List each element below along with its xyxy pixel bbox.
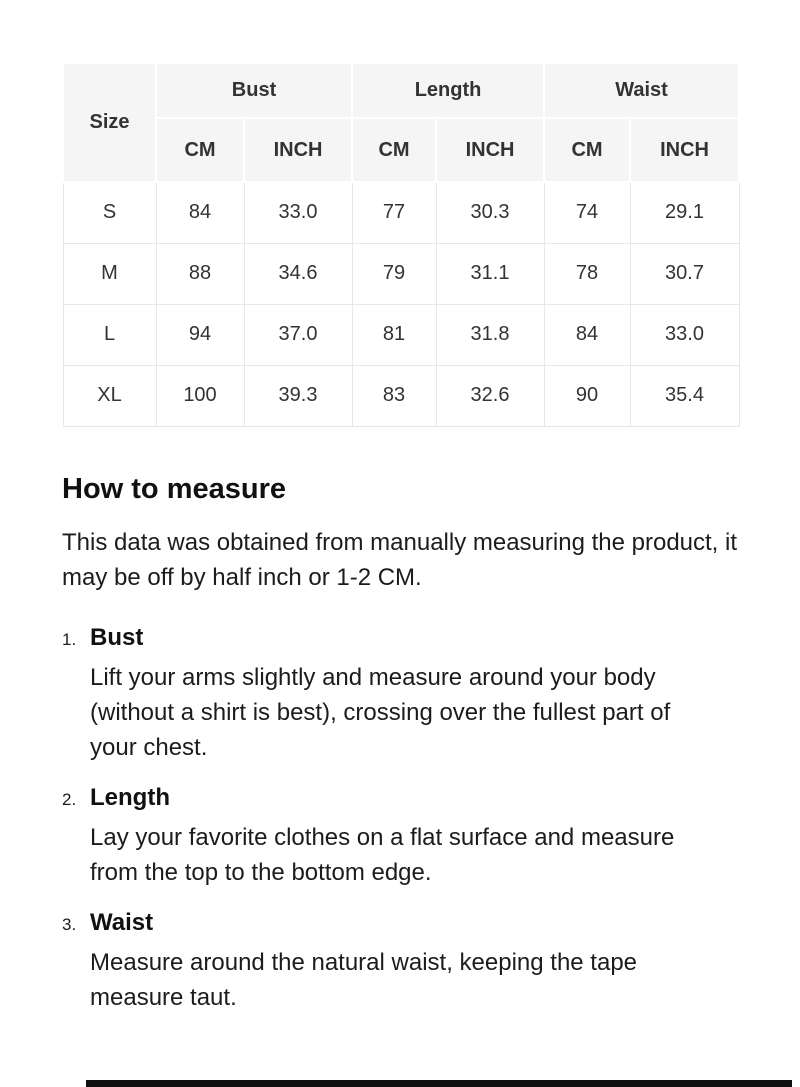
value-cell: 84 [544,304,630,365]
list-item [62,623,738,765]
list-item [62,783,738,890]
value-cell: 33.0 [244,182,352,243]
table-row [63,182,739,243]
size-cell: S [63,182,156,243]
value-cell: 37.0 [244,304,352,365]
value-cell: 81 [352,304,436,365]
size-cell: M [63,243,156,304]
unit-header-bust-cm: CM [156,118,244,182]
list-item-title: Length [90,783,170,811]
value-cell: 32.6 [436,365,544,426]
value-cell: 100 [156,365,244,426]
table-row [63,243,739,304]
measure-instructions-list [62,623,738,1015]
column-group-bust: Bust [156,63,352,118]
value-cell: 84 [156,182,244,243]
value-cell: 33.0 [630,304,739,365]
size-cell: XL [63,365,156,426]
table-row [63,365,739,426]
list-item-number: 3. [62,914,77,934]
value-cell: 90 [544,365,630,426]
how-to-measure-title: How to measure [62,472,286,505]
value-cell: 79 [352,243,436,304]
unit-header-waist-cm: CM [544,118,630,182]
unit-header-length-inch: INCH [436,118,544,182]
list-item-description: Lay your favorite clothes on a flat surface and measure from the top to the bottom edge. [90,823,675,886]
value-cell: 39.3 [244,365,352,426]
value-cell: 34.6 [244,243,352,304]
value-cell: 74 [544,182,630,243]
value-cell: 31.8 [436,304,544,365]
list-item-title: Bust [90,623,144,651]
value-cell: 31.1 [436,243,544,304]
list-item-description: Measure around the natural waist, keeping the tape measure taut. [90,948,638,1011]
bottom-partial-image-bar [86,1080,792,1087]
column-group-waist: Waist [544,63,739,118]
list-item-number: 1. [62,629,77,649]
how-to-measure-intro: This data was obtained from manually measuring the product, it may be off by half inch or 1-2 CM. [62,528,738,591]
value-cell: 30.3 [436,182,544,243]
list-item [62,908,738,1015]
list-item-description: Lift your arms slightly and measure around your body (without a shirt is best), crossing over the fullest part of your chest. [90,663,671,761]
value-cell: 88 [156,243,244,304]
value-cell: 77 [352,182,436,243]
unit-header-waist-inch: INCH [630,118,739,182]
value-cell: 30.7 [630,243,739,304]
value-cell: 83 [352,365,436,426]
list-item-number: 2. [62,789,77,809]
column-header-size: Size [63,63,156,182]
size-cell: L [63,304,156,365]
value-cell: 29.1 [630,182,739,243]
value-cell: 35.4 [630,365,739,426]
list-item-title: Waist [90,908,154,936]
column-group-length: Length [352,63,544,118]
size-chart-table [62,62,740,427]
unit-header-bust-inch: INCH [244,118,352,182]
unit-header-length-cm: CM [352,118,436,182]
table-row [63,304,739,365]
value-cell: 78 [544,243,630,304]
value-cell: 94 [156,304,244,365]
